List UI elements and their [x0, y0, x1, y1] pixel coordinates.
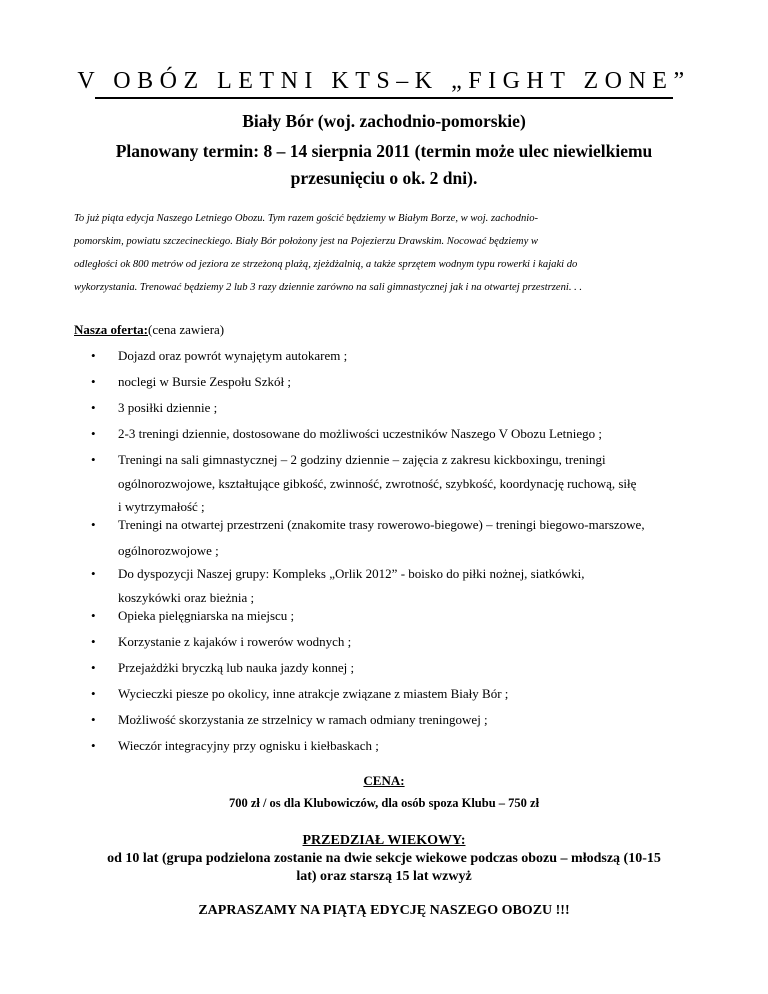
- list-item-text: Wieczór integracyjny przy ognisku i kiełbaskach ;: [118, 738, 379, 753]
- price-text: 700 zł / os dla Klubowiczów, dla osób spoza Klubu – 750 zł: [228, 796, 540, 810]
- list-item-text: Możliwość skorzystania ze strzelnicy w ramach odmiany treningowej ;: [118, 712, 488, 727]
- bullet-icon: •: [91, 452, 96, 467]
- bullet-icon: •: [91, 608, 96, 623]
- intro-line: To już piąta edycja Naszego Letniego Obozu. Tym razem gościć będziemy w Białym Borze, w woj. zachodnio-: [74, 213, 539, 224]
- list-item: [91, 604, 708, 628]
- list-item-text: ogólnorozwojowe, kształtujące gibkość, zwinność, zwrotność, szybkość, koordynację ruchową, siłę: [118, 475, 637, 491]
- offer-heading-suffix: (cena zawiera): [148, 322, 225, 337]
- list-item-text: Dojazd oraz powrót wynajętym autokarem ;: [118, 348, 348, 363]
- bullet-icon: •: [91, 634, 96, 649]
- list-item-text: i wytrzymałość ;: [118, 499, 205, 514]
- closing-line: ZAPRASZAMY NA PIĄTĄ EDYCJĘ NASZEGO OBOZU !!!: [198, 903, 570, 918]
- bullet-icon: •: [91, 738, 96, 753]
- list-item-text: Przejażdżki bryczką lub nauka jazdy konnej ;: [118, 660, 355, 675]
- age-text: [0, 850, 768, 886]
- age-line: lat) oraz starszą 15 lat wzwyż: [296, 869, 472, 884]
- intro-line: pomorskim, powiatu szczecineckiego. Biały Bór położony jest na Pojezierzu Drawskim. Nocować będziemy w: [74, 236, 538, 247]
- offer-heading-label: Nasza oferta:: [74, 322, 148, 337]
- list-item-text: Korzystanie z kajaków i rowerów wodnych ;: [118, 634, 352, 649]
- location-line: Biały Bór (woj. zachodnio-pomorskie): [242, 111, 526, 131]
- list-item: [91, 562, 708, 609]
- list-item-text: 3 posiłki dziennie ;: [118, 400, 218, 415]
- age-heading: PRZEDZIAŁ WIEKOWY:: [302, 833, 466, 848]
- bullet-icon: •: [91, 712, 96, 727]
- list-item-text: Opieka pielęgniarska na miejscu ;: [118, 608, 295, 623]
- list-item: [91, 734, 708, 758]
- bullet-icon: •: [91, 517, 96, 532]
- list-item-text: ogólnorozwojowe ;: [118, 542, 219, 558]
- bullet-icon: •: [91, 374, 96, 389]
- bullet-icon: •: [91, 348, 96, 363]
- bullet-icon: •: [91, 566, 96, 581]
- list-item-text: Wycieczki piesze po okolicy, inne atrakcje związane z miastem Biały Bór ;: [118, 686, 509, 701]
- list-item-text: koszykówki oraz bieżnia ;: [118, 589, 255, 605]
- title-underline: [95, 97, 673, 99]
- intro-line: odległości ok 800 metrów od jeziora ze strzeżoną plażą, zjeżdżalnią, a także sprzętem wodnym typu rowerki i kajaki do: [74, 259, 578, 270]
- term-line-1: Planowany termin: 8 – 14 sierpnia 2011 (termin może ulec niewielkiemu: [115, 141, 653, 161]
- list-item-text: Treningi na otwartej przestrzeni (znakomite trasy rowerowo-biegowe) – treningi biegowo-marszowe,: [118, 517, 645, 532]
- intro-paragraph: [74, 207, 704, 299]
- price-heading: CENA:: [363, 773, 405, 788]
- list-item-text: Do dyspozycji Naszej grupy: Kompleks „Orlik 2012” - boisko do piłki nożnej, siatkówki,: [118, 566, 585, 581]
- list-item: [91, 682, 708, 706]
- age-line: od 10 lat (grupa podzielona zostanie na dwie sekcje wiekowe podczas obozu – młodszą (10-15: [107, 851, 661, 866]
- list-item: [91, 708, 708, 732]
- list-item-text: noclegi w Bursie Zespołu Szkół ;: [118, 374, 291, 389]
- list-item: [91, 344, 708, 368]
- bullet-icon: •: [91, 686, 96, 701]
- list-item: [91, 370, 708, 394]
- list-item: [91, 513, 708, 562]
- bullet-icon: •: [91, 660, 96, 675]
- document-title: V OBÓZ LETNI KTS–K „FIGHT ZONE”: [77, 68, 691, 94]
- term-line-2: przesunięciu o ok. 2 dni).: [290, 168, 478, 188]
- list-item: [91, 422, 708, 446]
- list-item: [91, 448, 708, 519]
- list-item: [91, 630, 708, 654]
- list-item-text: Treningi na sali gimnastycznej – 2 godziny dziennie – zajęcia z zakresu kickboxingu, treningi: [118, 452, 606, 467]
- list-item: [91, 656, 708, 680]
- bullet-icon: •: [91, 400, 96, 415]
- list-item: [91, 396, 708, 420]
- bullet-icon: •: [91, 426, 96, 441]
- list-item-text: 2-3 treningi dziennie, dostosowane do możliwości uczestników Naszego V Obozu Letniego ;: [118, 426, 603, 441]
- intro-line: wykorzystania. Trenować będziemy 2 lub 3 razy dziennie zarówno na sali gimnastycznej jak i na otwartej przestrzeni. . .: [74, 282, 583, 293]
- offer-heading: [74, 322, 224, 338]
